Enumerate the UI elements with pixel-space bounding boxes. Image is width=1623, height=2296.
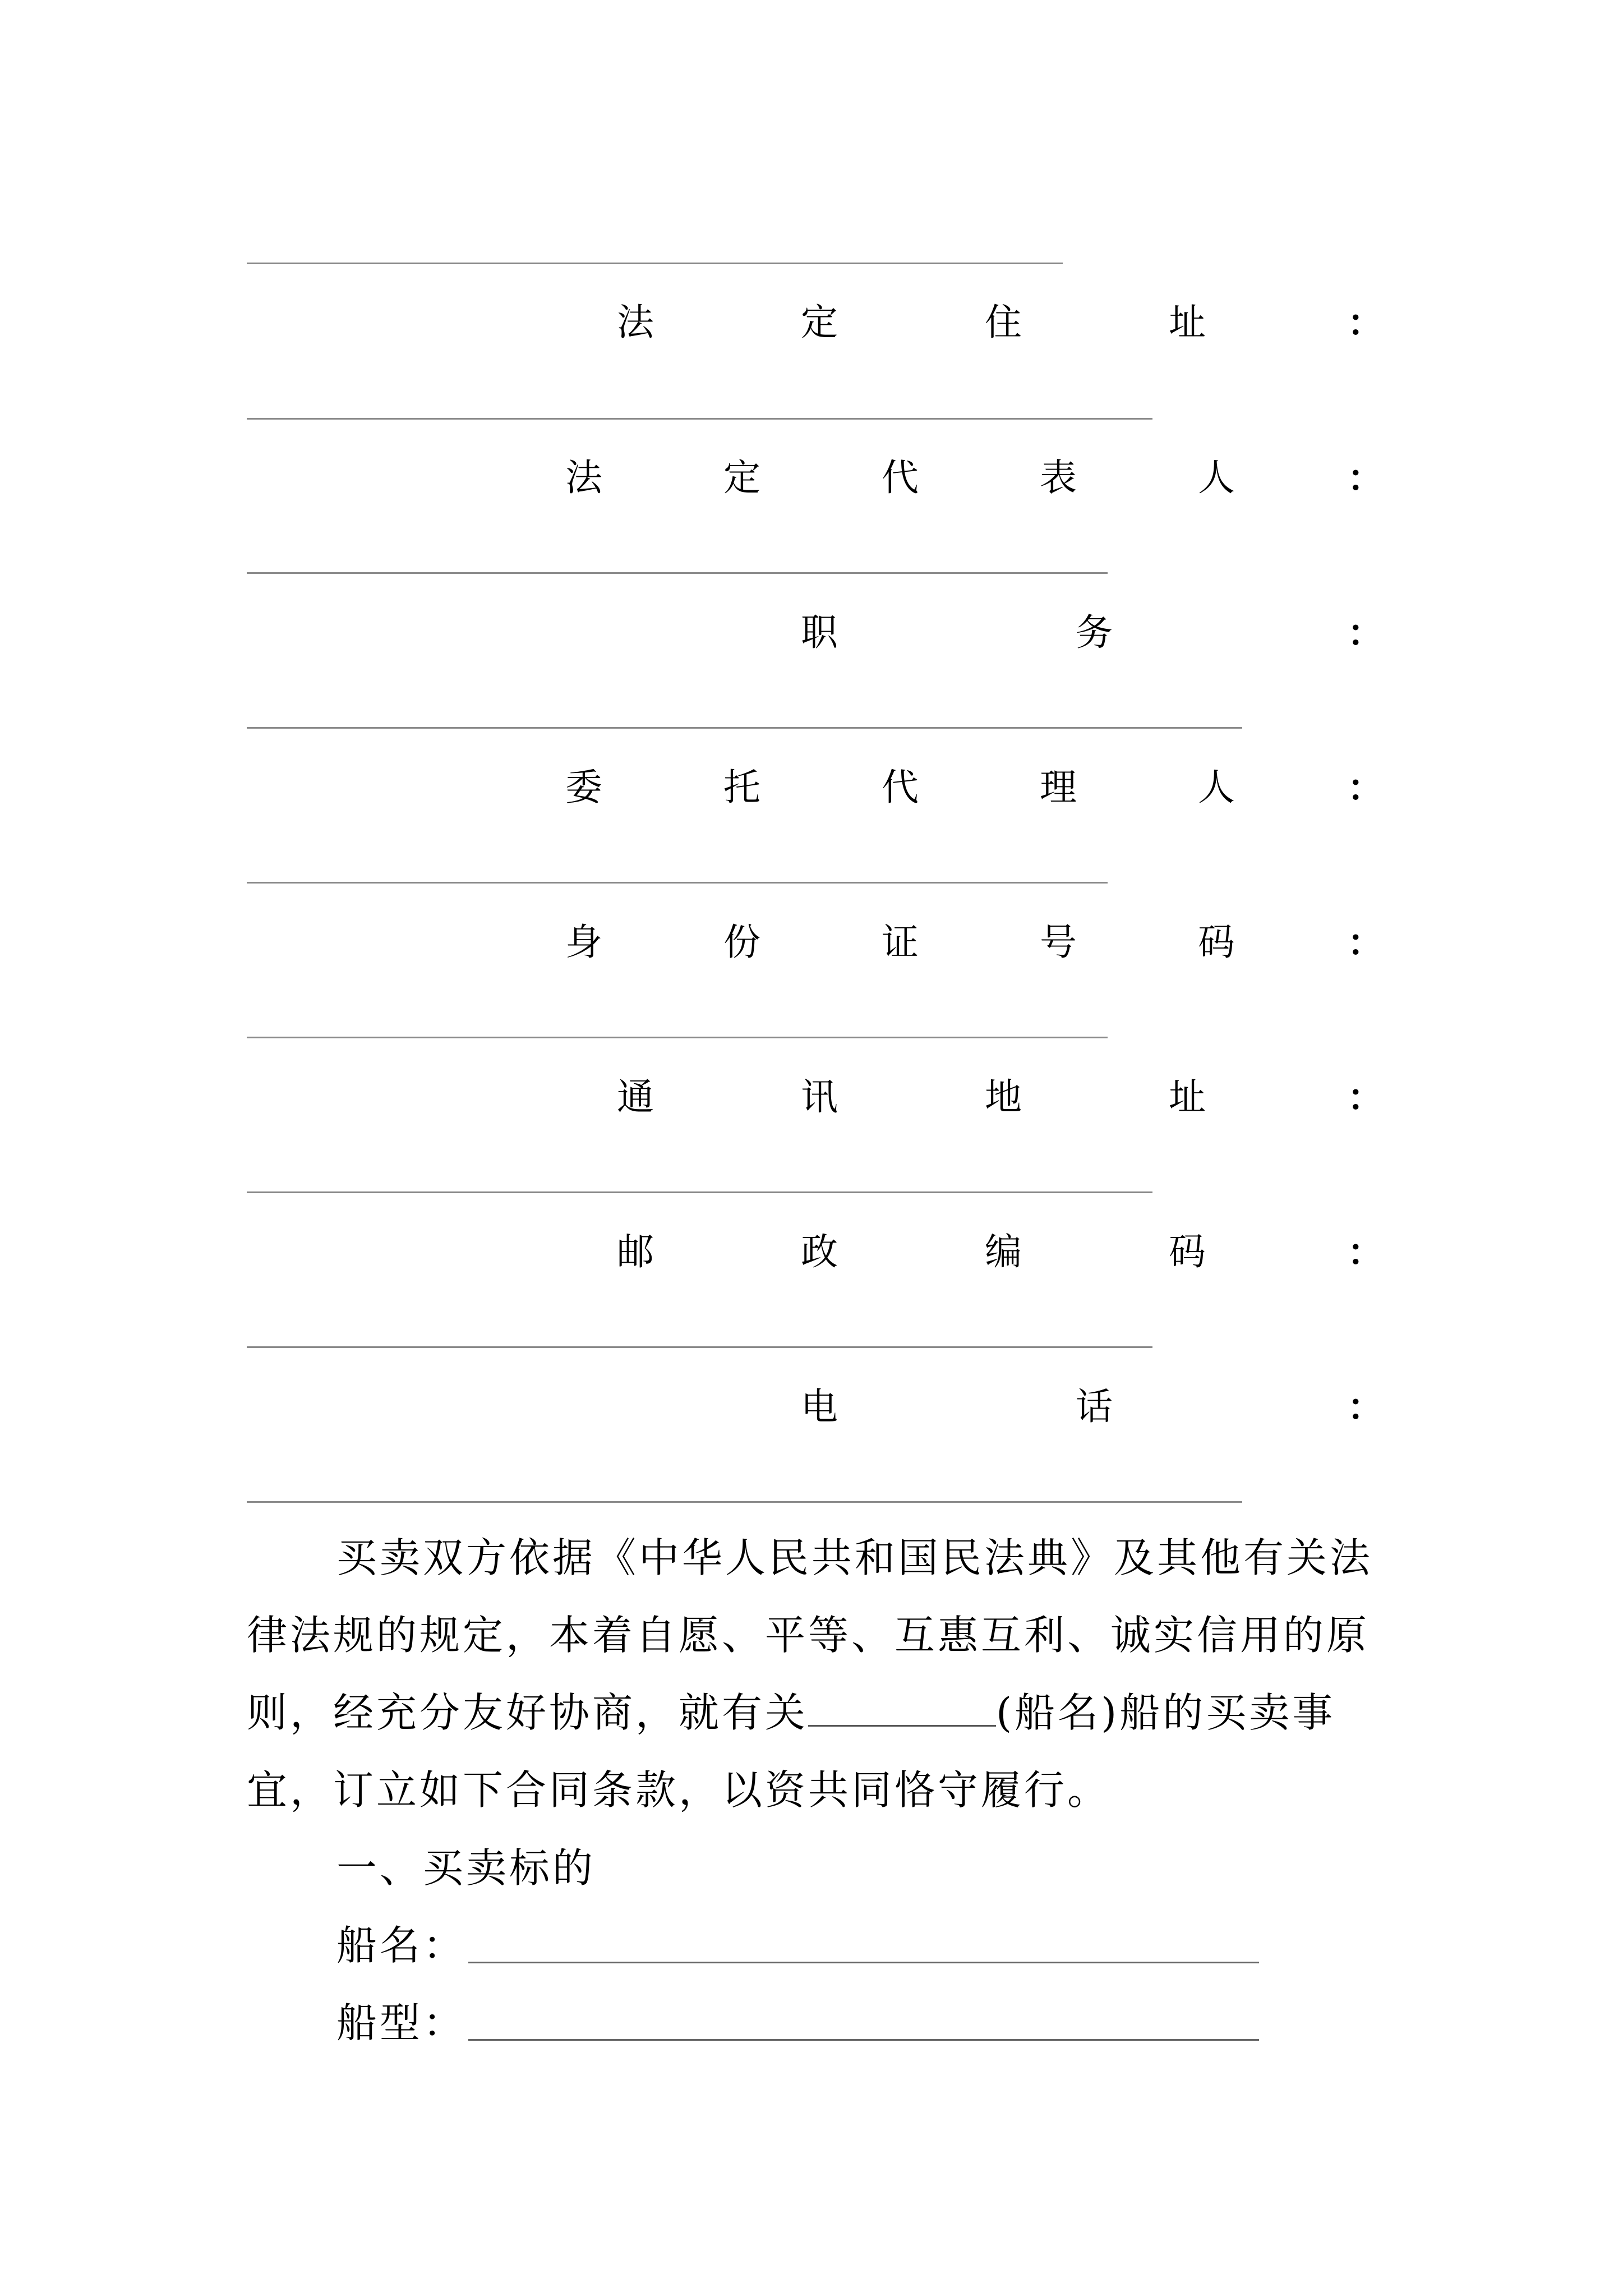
label-char: 职 — [801, 611, 838, 654]
phone-line[interactable] — [247, 1501, 1242, 1503]
label-char: 代 — [882, 766, 919, 809]
mailing-address-line[interactable] — [247, 1191, 1152, 1193]
position-label — [0, 610, 1623, 655]
ship-type-label: 船型： — [336, 1999, 467, 2046]
intro-text-part2: (船名)船的买卖事宜，订立如下合同条款，以资共同恪守履行。 — [247, 1689, 1336, 1814]
label-char: 址 — [1169, 1075, 1206, 1119]
top-blank-line — [247, 263, 1063, 264]
position-line[interactable] — [247, 727, 1242, 729]
intro-paragraph — [247, 1519, 1396, 1829]
intro-text-part1: 买卖双方依据《中华人民共和国民法典》及其他有关法律法规的规定，本着自愿、平等、互惠互利、诚实信用的原则，经充分友好协商，就有关 — [247, 1534, 1373, 1736]
label-char: 表 — [1040, 456, 1077, 499]
label-char: 通 — [617, 1075, 654, 1119]
label-char: 人 — [1198, 456, 1235, 499]
authorized-agent-line[interactable] — [247, 882, 1108, 884]
label-char: 法 — [617, 301, 654, 344]
label-char: 住 — [985, 301, 1022, 344]
label-colon: ： — [1347, 921, 1384, 964]
label-char: 话 — [1076, 1385, 1113, 1428]
authorized-agent-label — [0, 765, 1623, 810]
label-colon: ： — [1347, 456, 1384, 500]
label-char: 法 — [565, 456, 602, 499]
label-char: 代 — [882, 456, 919, 499]
label-char: 定 — [801, 301, 838, 344]
id-number-line[interactable] — [247, 1037, 1108, 1038]
phone-label — [0, 1384, 1623, 1429]
label-colon: ： — [1347, 301, 1384, 344]
label-char: 编 — [985, 1230, 1022, 1273]
legal-representative-label — [0, 455, 1623, 500]
mailing-address-label — [0, 1075, 1623, 1120]
label-char: 委 — [565, 766, 602, 809]
id-number-label — [0, 920, 1623, 965]
label-char: 讯 — [801, 1075, 838, 1119]
label-colon: ： — [1347, 1075, 1384, 1119]
postal-code-line[interactable] — [247, 1346, 1152, 1348]
label-char: 码 — [1169, 1230, 1206, 1273]
label-char: 定 — [723, 456, 760, 499]
postal-code-label — [0, 1230, 1623, 1274]
legal-address-line[interactable] — [247, 418, 1152, 420]
label-colon: ： — [1347, 611, 1384, 655]
ship-name-field[interactable] — [468, 1962, 1259, 1963]
label-char: 理 — [1040, 766, 1077, 809]
ship-name-label: 船名： — [336, 1922, 467, 1969]
label-char: 人 — [1198, 766, 1235, 809]
label-char: 号 — [1040, 921, 1077, 964]
legal-address-label — [0, 300, 1623, 345]
label-colon: ： — [1347, 1385, 1384, 1429]
label-colon: ： — [1347, 1230, 1384, 1274]
label-char: 务 — [1076, 611, 1113, 654]
label-char: 码 — [1198, 921, 1235, 964]
label-char: 身 — [565, 921, 602, 964]
ship-type-field[interactable] — [468, 2039, 1259, 2041]
label-char: 址 — [1169, 301, 1206, 344]
legal-representative-line[interactable] — [247, 572, 1108, 574]
label-colon: ： — [1347, 766, 1384, 809]
section-heading: 一、买卖标的 — [336, 1844, 596, 1892]
label-char: 托 — [723, 766, 760, 809]
label-char: 政 — [801, 1230, 838, 1273]
label-char: 地 — [985, 1075, 1022, 1119]
label-char: 证 — [882, 921, 919, 964]
label-char: 电 — [801, 1385, 838, 1428]
ship-name-blank[interactable] — [808, 1691, 996, 1727]
label-char: 邮 — [617, 1230, 654, 1273]
label-char: 份 — [723, 921, 760, 964]
